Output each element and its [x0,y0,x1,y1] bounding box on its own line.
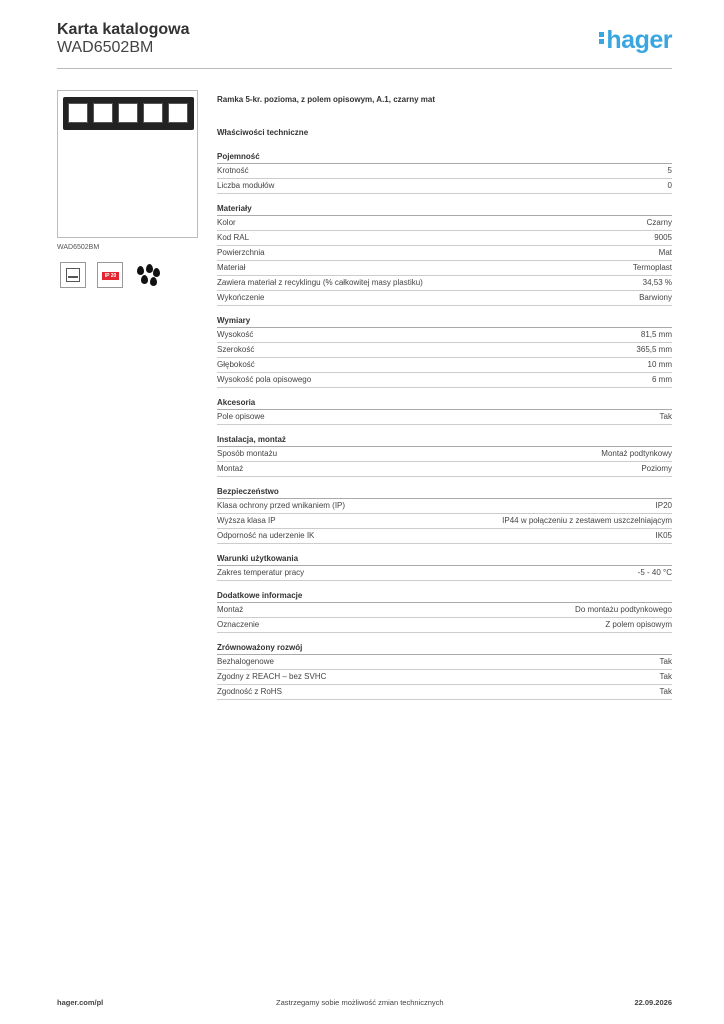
frame-slot [68,103,88,123]
spec-group-title: Dodatkowe informacje [217,591,672,603]
spec-label: Bezhalogenowe [217,657,274,666]
spec-row [217,216,672,231]
image-caption: WAD6502BM [57,244,100,251]
spec-group [217,398,672,425]
spec-row [217,603,672,618]
logo-dots-icon [599,30,605,46]
page-header [57,20,672,69]
spec-label: Oznaczenie [217,620,260,629]
spec-value: 10 mm [647,360,672,369]
spec-row [217,529,672,544]
spec-label: Odporność na uderzenie IK [217,531,315,540]
hager-logo: hager [599,26,672,55]
spec-label: Montaż [217,464,244,473]
spec-value: IP20 [655,501,672,510]
spec-row [217,685,672,700]
spec-row [217,410,672,425]
spec-row [217,462,672,477]
spec-value: Z polem opisowym [605,620,672,629]
spec-value: Barwiony [639,293,672,302]
spec-value: Tak [659,657,672,666]
footer-date: 22.09.2026 [634,998,672,1007]
spec-row [217,514,672,529]
spec-label: Powierzchnia [217,248,265,257]
frame-slot [118,103,138,123]
spec-row [217,276,672,291]
spec-group [217,204,672,306]
spec-value: Montaż podtynkowy [601,449,672,458]
spec-label: Pole opisowe [217,412,265,421]
spec-row [217,261,672,276]
spec-label: Zakres temperatur pracy [217,568,305,577]
spec-row [217,343,672,358]
spec-row [217,358,672,373]
spec-value: 9005 [654,233,672,242]
spec-label: Zawiera materiał z recyklingu (% całkowitej masy plastiku) [217,278,423,287]
product-code: WAD6502BM [57,39,154,56]
spec-label: Sposób montażu [217,449,278,458]
spec-value: Tak [659,687,672,696]
spec-group [217,643,672,700]
ip-rating-icon: IP 20 [97,262,123,288]
spec-group-title: Bezpieczeństwo [217,487,672,499]
spec-row [217,328,672,343]
spec-label: Szerokość [217,345,255,354]
frame-illustration [63,97,194,130]
spec-row [217,618,672,633]
spec-group [217,487,672,544]
frame-slot [93,103,113,123]
spec-row [217,499,672,514]
spec-group [217,554,672,581]
spec-row [217,246,672,261]
spec-group [217,591,672,633]
spec-label: Głębokość [217,360,255,369]
spec-row [217,291,672,306]
frame-slot [168,103,188,123]
flush-mounting-icon [60,262,86,288]
spec-group-title: Materiały [217,204,672,216]
spec-group-title: Wymiary [217,316,672,328]
spec-value: Mat [658,248,672,257]
spec-label: Zgodność z RoHS [217,687,282,696]
spec-label: Wysokość pola opisowego [217,375,312,384]
spec-group [217,435,672,477]
spec-label: Montaż [217,605,244,614]
spec-value: 6 mm [652,375,672,384]
spec-value: 365,5 mm [636,345,672,354]
spec-group-title: Akcesoria [217,398,672,410]
spec-value: Poziomy [641,464,672,473]
product-image [57,90,198,238]
spec-value: 0 [667,181,672,190]
spec-value: Czarny [646,218,672,227]
spec-label: Krotność [217,166,249,175]
spec-label: Materiał [217,263,246,272]
footer-notice: Zastrzegamy sobie możliwość zmian technicznych [276,998,444,1007]
spec-row [217,373,672,388]
product-description: Ramka 5-kr. pozioma, z polem opisowym, A.1, czarny mat [217,95,435,104]
spec-row [217,179,672,194]
spec-value: IK05 [655,531,672,540]
footer-website[interactable]: hager.com/pl [57,998,104,1007]
spec-group-title: Zrównoważony rozwój [217,643,672,655]
spec-value: IP44 w połączeniu z zestawem uszczelniającym [502,516,672,525]
spec-row [217,447,672,462]
spec-value: -5 - 40 °C [637,568,672,577]
spec-value: 34,53 % [642,278,672,287]
spec-value: Tak [659,412,672,421]
spec-value: Termoplast [632,263,672,272]
document-title: Karta katalogowa [57,21,190,38]
spec-row [217,566,672,581]
spec-label: Wykończenie [217,293,265,302]
water-drops-icon [134,262,160,288]
spec-group [217,316,672,388]
spec-label: Wyższa klasa IP [217,516,276,525]
spec-row [217,655,672,670]
spec-groups [217,152,672,700]
spec-group-title: Instalacja, montaż [217,435,672,447]
spec-row [217,231,672,246]
frame-slot [143,103,163,123]
section-title: Właściwości techniczne [217,128,309,137]
spec-value: Tak [659,672,672,681]
spec-label: Kolor [217,218,236,227]
spec-row [217,670,672,685]
spec-label: Zgodny z REACH – bez SVHC [217,672,327,681]
spec-row [217,164,672,179]
spec-group [217,152,672,194]
spec-value: Do montażu podtynkowego [575,605,672,614]
spec-value: 81,5 mm [640,330,672,339]
spec-label: Liczba modułów [217,181,275,190]
spec-value: 5 [667,166,672,175]
spec-group-title: Pojemność [217,152,672,164]
spec-content [217,95,672,710]
spec-group-title: Warunki użytkowania [217,554,672,566]
spec-label: Kod RAL [217,233,250,242]
spec-label: Klasa ochrony przed wnikaniem (IP) [217,501,346,510]
spec-label: Wysokość [217,330,254,339]
